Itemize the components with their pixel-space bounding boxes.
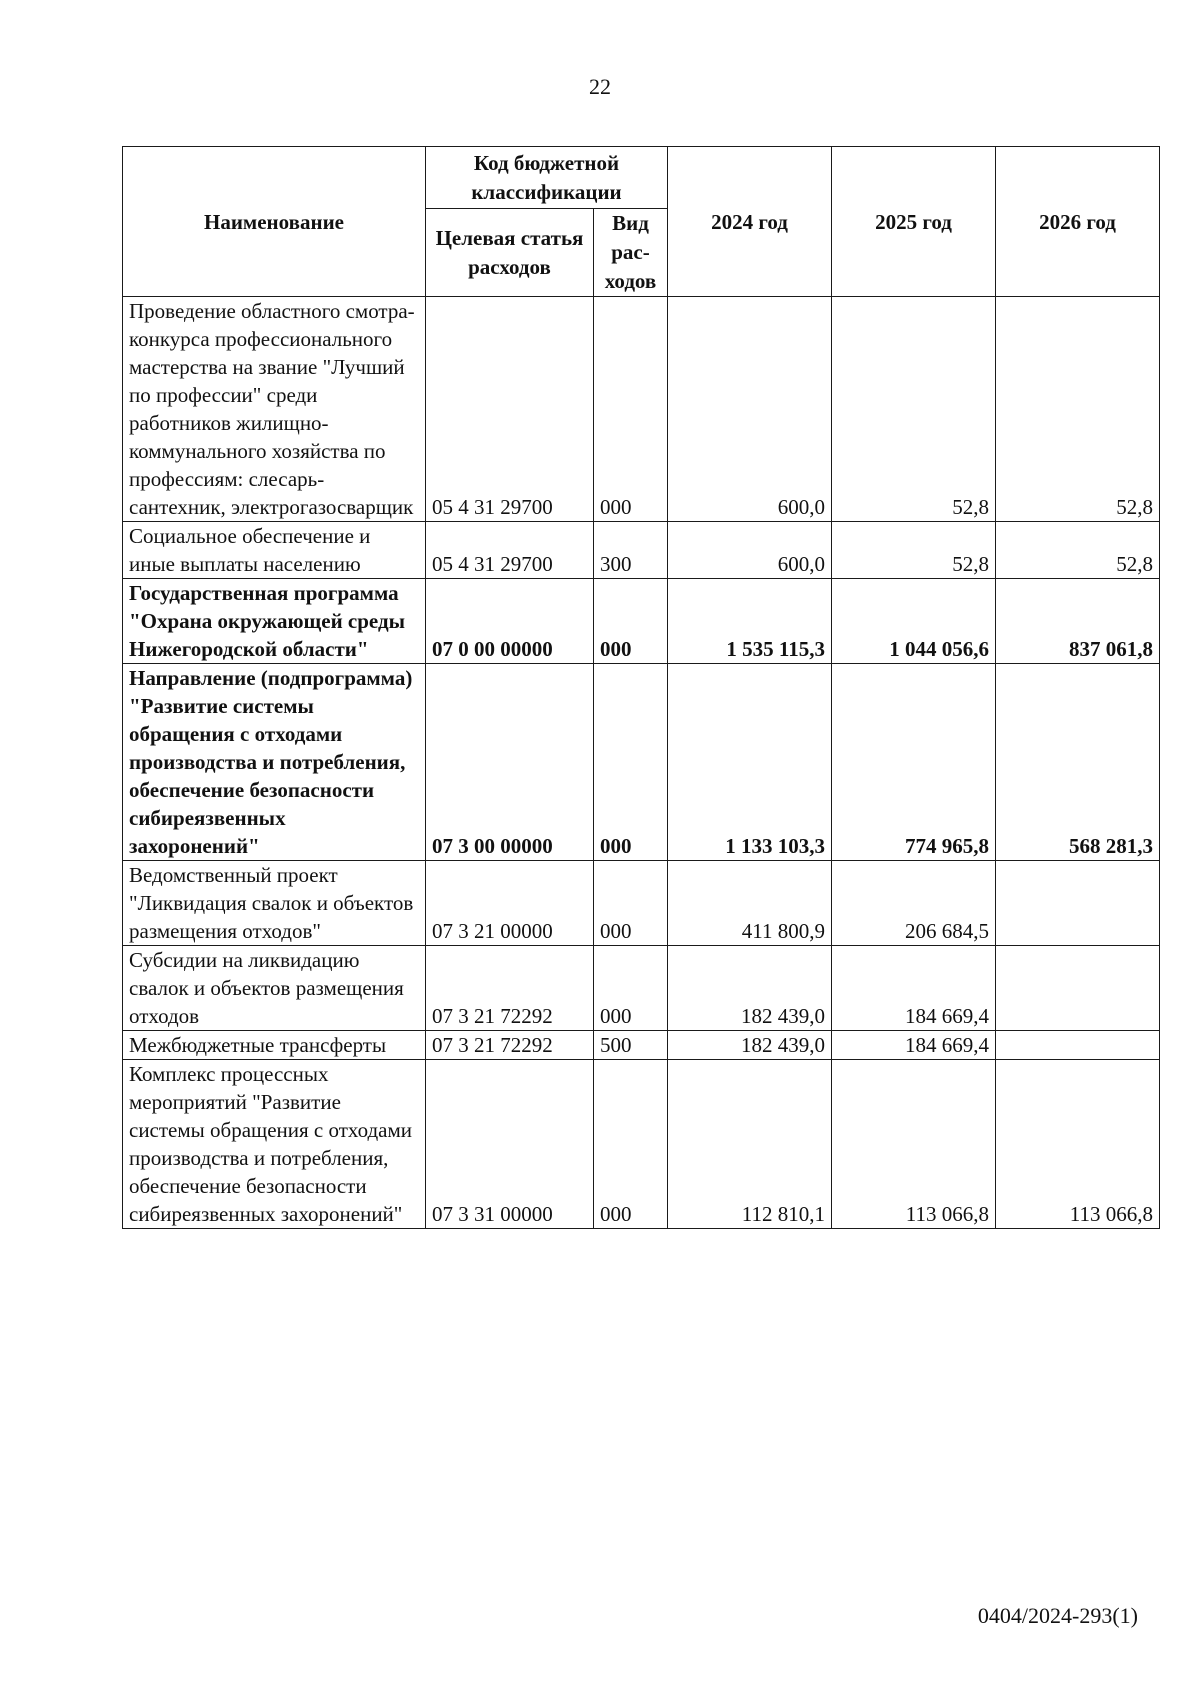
- row-2026: 113 066,8: [996, 1060, 1160, 1229]
- row-vid: 000: [594, 1060, 668, 1229]
- header-name: Наименование: [123, 147, 426, 297]
- row-name: Социальное обеспечение и иные выплаты населению: [123, 522, 426, 579]
- row-2025: 1 044 056,6: [832, 579, 996, 664]
- row-code: 07 3 21 72292: [426, 1031, 594, 1060]
- header-target-article: Целевая статья расходов: [426, 209, 594, 297]
- document-code: 0404/2024-293(1): [977, 1603, 1138, 1628]
- row-vid: 000: [594, 664, 668, 861]
- row-2024: 112 810,1: [668, 1060, 832, 1229]
- row-name: Ведомственный проект "Ликвидация свалок и объектов размещения отходов": [123, 861, 426, 946]
- row-2025: 184 669,4: [832, 946, 996, 1031]
- row-vid: 000: [594, 579, 668, 664]
- row-name: Межбюджетные трансферты: [123, 1031, 426, 1060]
- row-2026: [996, 1031, 1160, 1060]
- row-code: 05 4 31 29700: [426, 522, 594, 579]
- table-row: [123, 861, 1160, 946]
- row-2025: 184 669,4: [832, 1031, 996, 1060]
- row-name: Комплекс процессных мероприятий "Развитие системы обращения с отходами производства и потребления, обеспечение безопасности сибиреязвенных захоронений": [123, 1060, 426, 1229]
- page-number: 22: [589, 74, 611, 99]
- row-2026: 568 281,3: [996, 664, 1160, 861]
- header-code-group: Код бюджетной классификации: [426, 147, 668, 209]
- table-row: [123, 664, 1160, 861]
- row-code: 07 3 21 00000: [426, 861, 594, 946]
- header-expense-type: Вид рас-ходов: [594, 209, 668, 297]
- row-name: Направление (подпрограмма) "Развитие системы обращения с отходами производства и потребления, обеспечение безопасности сибиреязвенных захоронений": [123, 664, 426, 861]
- table-row: [123, 522, 1160, 579]
- row-code: 07 3 00 00000: [426, 664, 594, 861]
- row-2024: 600,0: [668, 297, 832, 522]
- row-vid: 500: [594, 1031, 668, 1060]
- row-code: 07 3 31 00000: [426, 1060, 594, 1229]
- row-code: 07 3 21 72292: [426, 946, 594, 1031]
- row-2026: 52,8: [996, 297, 1160, 522]
- row-2026: [996, 861, 1160, 946]
- row-2025: 52,8: [832, 297, 996, 522]
- row-name: Субсидии на ликвидацию свалок и объектов размещения отходов: [123, 946, 426, 1031]
- row-2026: 52,8: [996, 522, 1160, 579]
- row-vid: 000: [594, 946, 668, 1031]
- row-name: Проведение областного смотра-конкурса профессионального мастерства на звание "Лучший по профессии" среди работников жилищно-коммунального хозяйства по профессиям: слесарь-сантехник, электрогазосварщик: [123, 297, 426, 522]
- header-2026: 2026 год: [996, 147, 1160, 297]
- row-code: 05 4 31 29700: [426, 297, 594, 522]
- row-2025: 774 965,8: [832, 664, 996, 861]
- row-2026: [996, 946, 1160, 1031]
- row-2025: 52,8: [832, 522, 996, 579]
- row-vid: 000: [594, 297, 668, 522]
- table-row: [123, 579, 1160, 664]
- row-2026: 837 061,8: [996, 579, 1160, 664]
- table-row: [123, 946, 1160, 1031]
- row-2024: 182 439,0: [668, 1031, 832, 1060]
- row-vid: 300: [594, 522, 668, 579]
- header-2024: 2024 год: [668, 147, 832, 297]
- table-row: [123, 1031, 1160, 1060]
- row-2025: 206 684,5: [832, 861, 996, 946]
- budget-table: [122, 146, 1160, 1229]
- row-2024: 600,0: [668, 522, 832, 579]
- row-2025: 113 066,8: [832, 1060, 996, 1229]
- row-2024: 1 133 103,3: [668, 664, 832, 861]
- row-vid: 000: [594, 861, 668, 946]
- table-row: [123, 297, 1160, 522]
- row-2024: 1 535 115,3: [668, 579, 832, 664]
- row-2024: 182 439,0: [668, 946, 832, 1031]
- row-name: Государственная программа "Охрана окружающей среды Нижегородской области": [123, 579, 426, 664]
- table-row: [123, 1060, 1160, 1229]
- row-code: 07 0 00 00000: [426, 579, 594, 664]
- header-2025: 2025 год: [832, 147, 996, 297]
- row-2024: 411 800,9: [668, 861, 832, 946]
